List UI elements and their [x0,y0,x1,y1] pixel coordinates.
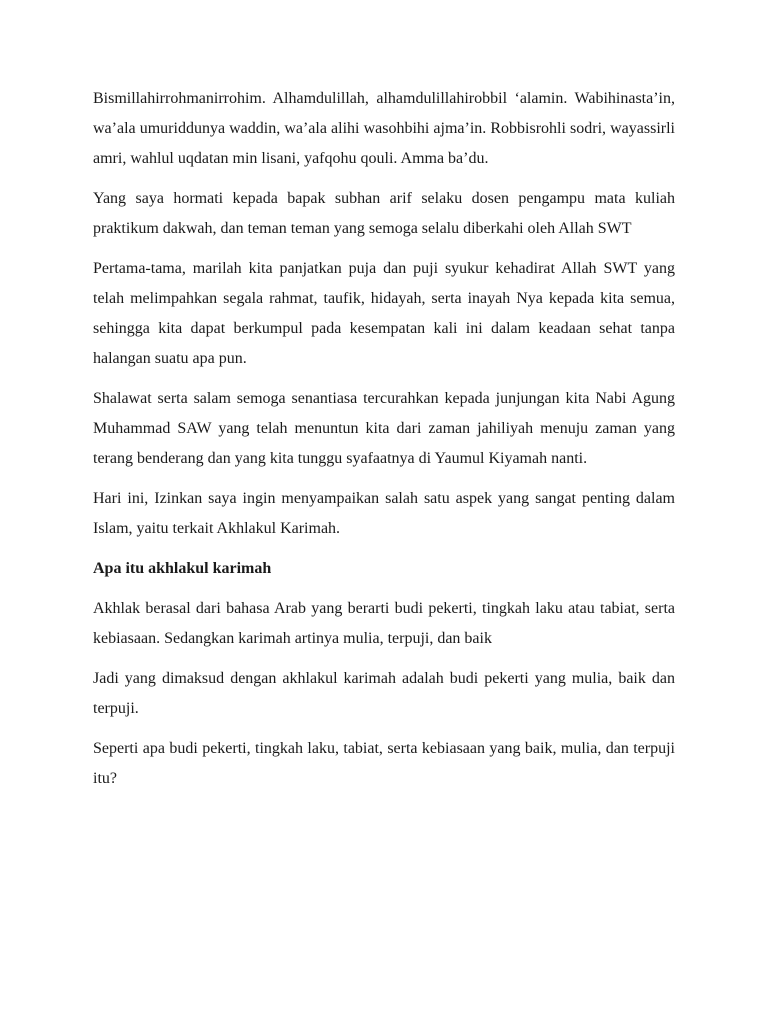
document-body [93,84,675,804]
paragraph-definition: Akhlak berasal dari bahasa Arab yang berarti budi pekerti, tingkah laku atau tabiat, serta kebiasaan. Sedangkan karimah artinya mulia, terpuji, dan baik [93,600,675,647]
paragraph-topic-intro: Hari ini, Izinkan saya ingin menyampaikan salah satu aspek yang sangat penting dalam Islam, yaitu terkait Akhlakul Karimah. [93,490,675,537]
paragraph-greeting: Yang saya hormati kepada bapak subhan arif selaku dosen pengampu mata kuliah praktikum dakwah, dan teman teman yang semoga selalu diberkahi oleh Allah SWT [93,190,675,237]
paragraph-gratitude: Pertama-tama, marilah kita panjatkan puja dan puji syukur kehadirat Allah SWT yang telah melimpahkan segala rahmat, taufik, hidayah, serta inayah Nya kepada kita semua, sehingga kita dapat berkumpul pada kesempatan kali ini dalam keadaan sehat tanpa halangan suatu apa pun. [93,260,675,367]
paragraph-opening-prayer: Bismillahirrohmanirrohim. Alhamdulillah, alhamdulillahirobbil ‘alamin. Wabihinasta’in, wa’ala umuriddunya waddin, wa’ala alihi wasohbihi ajma’in. Robbisrohli sodri, wayassirli amri, wahlul uqdatan min lisani, yafqohu qouli. Amma ba’du. [93,90,675,167]
paragraph-question: Seperti apa budi pekerti, tingkah laku, tabiat, serta kebiasaan yang baik, mulia, dan terpuji itu? [93,740,675,787]
paragraph-meaning: Jadi yang dimaksud dengan akhlakul karimah adalah budi pekerti yang mulia, baik dan terpuji. [93,670,675,717]
section-heading: Apa itu akhlakul karimah [93,560,272,577]
paragraph-shalawat: Shalawat serta salam semoga senantiasa tercurahkan kepada junjungan kita Nabi Agung Muhammad SAW yang telah menuntun kita dari zaman jahiliyah menuju zaman yang terang benderang dan yang kita tunggu syafaatnya di Yaumul Kiyamah nanti. [93,390,675,467]
